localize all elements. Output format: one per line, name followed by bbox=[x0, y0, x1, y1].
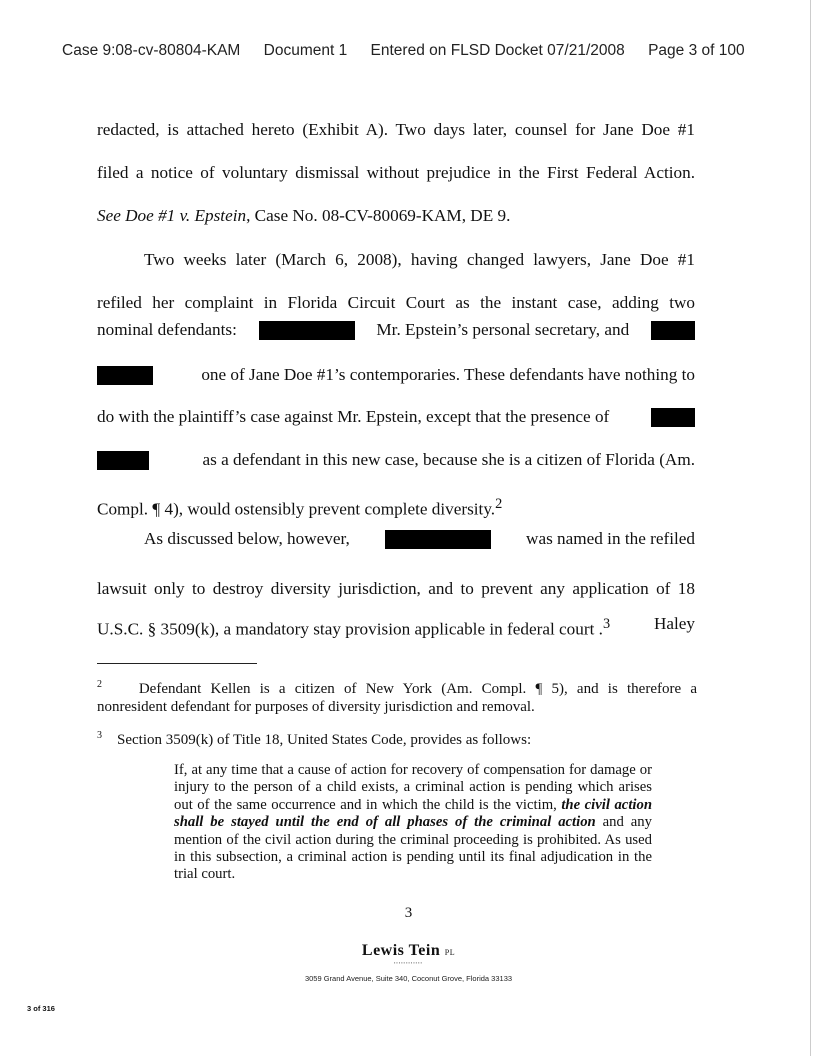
page-indicator: Page 3 of 100 bbox=[648, 42, 745, 59]
body-line-2: filed a notice of voluntary dismissal without prejudice in the First Federal Action. bbox=[97, 163, 695, 182]
statute-quote bbox=[174, 762, 652, 884]
line11-end: was named in the refiled bbox=[526, 529, 695, 548]
docket-entry: Entered on FLSD Docket 07/21/2008 bbox=[370, 42, 625, 59]
page-number: 3 bbox=[404, 905, 413, 921]
footnote-2-line1: Defendant Kellen is a citizen of New York (Am. Compl. ¶ 5), and is therefore a bbox=[138, 681, 698, 697]
line11-start: As discussed below, however, bbox=[144, 529, 350, 548]
body-line-9 bbox=[97, 450, 695, 470]
body-line-5: refiled her complaint in Florida Circuit Court as the instant case, adding two bbox=[97, 293, 695, 312]
line13-end: Haley bbox=[653, 614, 695, 633]
quote-part-a: If, at any time that a cause of action for recovery of compensation for damage or injury to the person of a child exists, a criminal action is pending which arises out of the same occurrence and in which the child is the victim, bbox=[174, 762, 652, 813]
redaction-block bbox=[259, 321, 355, 340]
body-line-1: redacted, is attached hereto (Exhibit A). Two days later, counsel for Jane Doe #1 bbox=[97, 120, 695, 139]
firm-tagline: ▪▪▪▪▪▪▪▪▪▪▪▪ bbox=[393, 960, 423, 965]
redaction-block bbox=[385, 530, 491, 549]
body-line-4: Two weeks later (March 6, 2008), having changed lawyers, Jane Doe #1 bbox=[144, 250, 695, 269]
footnote-3-text: Section 3509(k) of Title 18, United States Code, provides as follows: bbox=[117, 732, 532, 748]
body-line-12: lawsuit only to destroy diversity jurisdiction, and to prevent any application of 18 bbox=[97, 579, 695, 598]
footnote-3-number: 3 bbox=[97, 730, 102, 741]
case-number: Case 9:08-cv-80804-KAM bbox=[62, 42, 241, 59]
firm-address: 3059 Grand Avenue, Suite 340, Coconut Grove, Florida 33133 bbox=[304, 974, 513, 983]
docket-header bbox=[62, 42, 764, 60]
scan-edge bbox=[810, 0, 811, 1056]
body-line-8 bbox=[97, 407, 695, 427]
footnote-2-number: 2 bbox=[97, 679, 102, 690]
body-line-3 bbox=[97, 206, 695, 226]
firm-suffix: PL bbox=[444, 948, 456, 957]
footnote-3 bbox=[97, 727, 697, 749]
body-line-6 bbox=[97, 320, 695, 340]
redaction-block bbox=[651, 321, 695, 340]
body-line-13 bbox=[97, 614, 695, 640]
footnote-ref-3: 3 bbox=[602, 616, 611, 632]
quote-emphasis: the civil action shall be stayed until the end of all phases of the criminal action bbox=[174, 796, 652, 831]
footnote-ref-2: 2 bbox=[495, 496, 503, 512]
footnote-2 bbox=[97, 676, 697, 716]
firm-name: Lewis Tein bbox=[361, 942, 441, 959]
bates-stamp: 3 of 316 bbox=[27, 1004, 55, 1013]
footnote-2-line2: nonresident defendant for purposes of diversity jurisdiction and removal. bbox=[97, 699, 535, 715]
body-line-11 bbox=[144, 529, 695, 549]
firm-logo bbox=[0, 942, 817, 960]
redaction-block bbox=[97, 451, 149, 470]
line7-text: one of Jane Doe #1’s contemporaries. These defendants have nothing to bbox=[201, 365, 695, 384]
redaction-block bbox=[97, 366, 153, 385]
line10-text: Compl. ¶ 4), would ostensibly prevent complete diversity. bbox=[97, 499, 496, 519]
line13-text: U.S.C. § 3509(k), a mandatory stay provision applicable in federal court .$^3$ bbox=[97, 616, 611, 639]
case-citation: See Doe #1 v. Epstein bbox=[97, 206, 247, 225]
footnote-divider bbox=[97, 663, 257, 664]
redaction-block bbox=[651, 408, 695, 427]
line8-text: do with the plaintiff’s case against Mr. Epstein, except that the presence of bbox=[97, 407, 610, 426]
document-number: Document 1 bbox=[263, 42, 348, 59]
line6-start: nominal defendants: bbox=[97, 320, 237, 339]
line6-middle: Mr. Epstein’s personal secretary, and bbox=[376, 320, 630, 339]
body-line-7 bbox=[97, 365, 695, 385]
line9-text: as a defendant in this new case, because she is a citizen of Florida (Am. bbox=[202, 450, 695, 469]
body-line-10 bbox=[97, 494, 695, 520]
quote-part-c: and any mention of the civil action during the criminal proceeding is prohibited. As used in this subsection, a criminal action is pending until its final adjudication in the trial court. bbox=[174, 814, 652, 883]
citation-rest: , Case No. 08-CV-80069-KAM, DE 9. bbox=[246, 206, 511, 225]
